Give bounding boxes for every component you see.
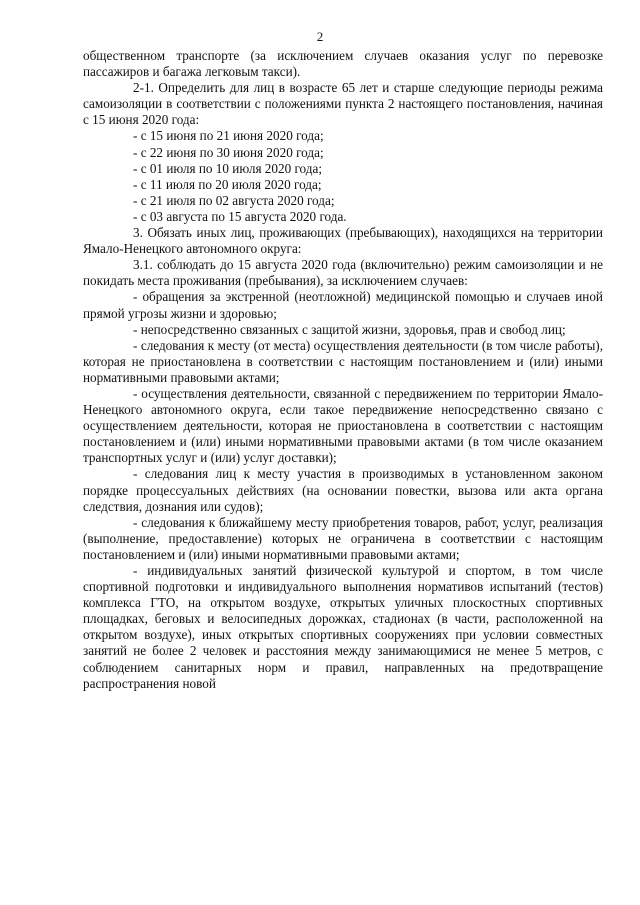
exception-item: - индивидуальных занятий физической культурой и спортом, в том числе спортивной подготовки и индивидуального выполнения нормативов испытаний (тестов) комплекса ГТО, на открытом воздухе, открытых уличных плоскостных спортивных площадках, беговых и велосипедных дорожках, стадионах (в части, расположенной на открытом воздухе), иных открытых спортивных сооружениях при условии совместных занятий не более 2 человек и расстояния между занимающимися не менее 5 метров, с соблюдением санитарных норм и правил, направленных на предотвращение распространения новой bbox=[83, 563, 603, 691]
paragraph-2-1: 2-1. Определить для лиц в возрасте 65 лет и старше следующие периоды режима самоизоляции в соответствии с положениями пункта 2 настоящего постановления, начиная с 15 июня 2020 года: bbox=[83, 80, 603, 128]
exception-item: - следования лиц к месту участия в производимых в установленном законом порядке процессуальных действиях (на основании повестки, вызова или акта органа следствия, дознания или судов); bbox=[83, 466, 603, 514]
period-item: - с 03 августа по 15 августа 2020 года. bbox=[133, 208, 347, 224]
document-body bbox=[83, 48, 603, 692]
paragraph-3: 3. Обязать иных лиц, проживающих (пребывающих), находящихся на территории Ямало-Ненецкого автономного округа: bbox=[83, 225, 603, 257]
exception-item: - осуществления деятельности, связанной с передвижением по территории Ямало-Ненецкого автономного округа, если такое передвижение непосредственно связано с осуществлением деятельности, которая не приостановлена в соответствии с настоящим постановлением и (или) иными нормативными правовыми актами (в том числе оказанием транспортных услуг и (или) услуг доставки); bbox=[83, 385, 603, 466]
page-number: 2 bbox=[316, 29, 324, 44]
period-item: - с 11 июля по 20 июля 2020 года; bbox=[133, 176, 322, 192]
period-item: - с 15 июня по 21 июня 2020 года; bbox=[133, 128, 324, 144]
period-item: - с 21 июля по 02 августа 2020 года; bbox=[133, 192, 335, 208]
paragraph-3-1: 3.1. соблюдать до 15 августа 2020 года (включительно) режим самоизоляции и не покидать места проживания (пребывания), за исключением случаев: bbox=[83, 257, 603, 289]
exception-item: - обращения за экстренной (неотложной) медицинской помощью и случаев иной прямой угрозы жизни и здоровью; bbox=[83, 289, 603, 321]
exception-item: - следования к ближайшему месту приобретения товаров, работ, услуг, реализация (выполнение, предоставление) которых не ограничена в соответствии с настоящим постановлением и (или) иными нормативными правовыми актами; bbox=[83, 514, 603, 562]
period-item: - с 01 июля по 10 июля 2020 года; bbox=[133, 160, 322, 176]
period-item: - с 22 июня по 30 июня 2020 года; bbox=[133, 144, 324, 160]
exception-item: - следования к месту (от места) осуществления деятельности (в том числе работы), которая не приостановлена в соответствии с настоящим постановлением и (или) иными нормативными правовыми актами; bbox=[83, 337, 603, 385]
paragraph-continuation: общественном транспорте (за исключением случаев оказания услуг по перевозке пассажиров и багажа легковым такси). bbox=[83, 48, 603, 80]
exception-item: - непосредственно связанных с защитой жизни, здоровья, прав и свобод лиц; bbox=[133, 321, 566, 337]
